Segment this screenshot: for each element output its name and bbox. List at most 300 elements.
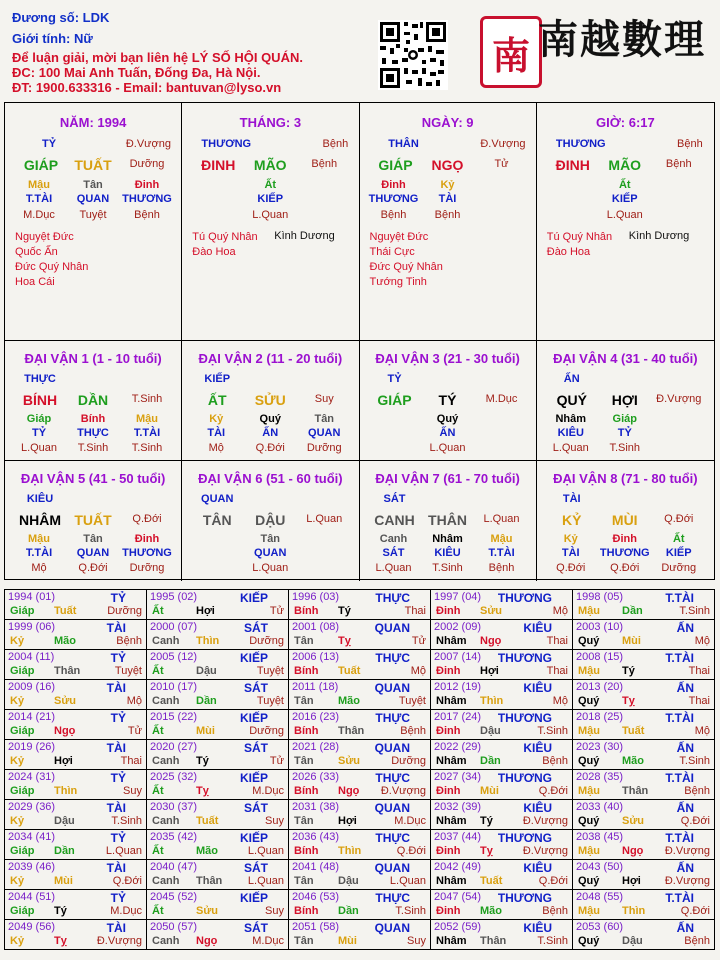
year-god: KIÊU <box>523 741 552 755</box>
year-state: Q.Đới <box>112 875 142 887</box>
year-stem: Tân <box>294 875 314 887</box>
dai-van-hidden-god: KIẾP <box>665 547 692 559</box>
year-cell-content <box>147 710 288 739</box>
dai-van-title: ĐẠI VẬN 6 (51 - 60 tuổi) <box>198 471 343 486</box>
owner-name: Đương số: LDK <box>12 10 110 25</box>
dai-van-stem: TÂN <box>202 512 232 528</box>
dai-van-title: ĐẠI VẬN 1 (1 - 10 tuổi) <box>24 351 162 366</box>
year-branch: Dần <box>622 605 643 617</box>
year-cell-content <box>431 830 572 859</box>
year-cell-content <box>573 770 714 799</box>
year-cell-content <box>5 890 146 919</box>
year-stem: Canh <box>152 635 180 647</box>
year-branch: Hợi <box>480 665 499 677</box>
dai-van-branch: MÙI <box>611 512 638 528</box>
year-branch: Hợi <box>196 605 215 617</box>
dai-van-cell <box>182 461 359 581</box>
dai-van-stem: ẤT <box>207 392 227 408</box>
year-state: Thai <box>120 755 142 767</box>
dai-van-title: ĐẠI VẬN 7 (61 - 70 tuổi) <box>375 471 520 486</box>
year-row <box>5 620 715 650</box>
dai-van-cell <box>537 461 714 581</box>
year-cell-content <box>5 860 146 889</box>
heavenly-stem: ĐINH <box>555 157 590 173</box>
year-stem: Nhâm <box>436 635 467 647</box>
gender: Giới tính: Nữ <box>12 31 93 46</box>
year-state: Mộ <box>552 695 568 707</box>
year-god: KIẾP <box>239 711 268 725</box>
year-cell-content <box>5 740 146 769</box>
star-item-secondary: Kình Dương <box>628 230 690 242</box>
year-stem: Ất <box>152 665 164 677</box>
dai-van-branch: HỢI <box>611 392 638 408</box>
year-branch: Sửu <box>338 755 361 767</box>
year-cell <box>431 830 573 860</box>
star-item-secondary: Kình Dương <box>274 230 335 242</box>
year-branch: Hợi <box>338 815 357 827</box>
star-item: Tướng Tinh <box>369 276 427 288</box>
dai-van-god: KIẾP <box>204 373 231 385</box>
year-branch: Mùi <box>480 785 499 797</box>
year-label: 2048 (55) <box>576 891 624 903</box>
year-state: Bệnh <box>684 935 710 947</box>
year-cell-content <box>573 740 714 769</box>
year-branch: Dậu <box>54 815 75 827</box>
year-cell-content <box>289 710 430 739</box>
dai-van-hidden-god: T.TÀI <box>133 427 161 439</box>
dai-van-state: M.Dục <box>485 393 518 405</box>
dai-van-hidden-stem: Quý <box>436 413 459 425</box>
year-label: 2010 (17) <box>150 681 198 693</box>
dai-van-state: Suy <box>314 393 334 405</box>
dai-van-branch: TUẤT <box>74 512 112 528</box>
year-stem: Canh <box>152 815 180 827</box>
year-branch: Dần <box>54 845 75 857</box>
pillar-title: THÁNG: 3 <box>239 115 302 130</box>
year-cell-content <box>431 650 572 679</box>
year-branch: Ngọ <box>196 935 218 947</box>
year-label: 2017 (24) <box>434 711 482 723</box>
year-cell <box>289 620 431 650</box>
year-row <box>5 830 715 860</box>
year-stem: Mậu <box>578 905 600 917</box>
year-stem: Tân <box>294 815 314 827</box>
year-god: KIẾP <box>239 771 268 785</box>
hidden-stem: Mậu <box>28 179 50 191</box>
dai-van-stem: CANH <box>374 512 415 528</box>
dai-van-cell <box>360 461 537 581</box>
dai-van-title: ĐẠI VẬN 8 (71 - 80 tuổi) <box>553 471 698 486</box>
pillar-day <box>360 103 537 341</box>
year-branch: Tuất <box>338 665 361 677</box>
dai-van-hidden-god: ẤN <box>439 427 456 439</box>
year-label: 2034 (41) <box>8 831 56 843</box>
dai-van-state: Đ.Vượng <box>656 393 702 405</box>
year-label: 2002 (09) <box>434 621 482 633</box>
year-cell-content <box>573 590 714 619</box>
year-branch: Dậu <box>196 665 217 677</box>
year-cell <box>147 800 289 830</box>
dai-van-cell <box>5 461 182 581</box>
qr-code-icon <box>378 20 448 90</box>
year-god: THƯƠNG <box>497 771 552 785</box>
dai-van-title: ĐẠI VẬN 3 (21 - 30 tuổi) <box>375 351 520 366</box>
year-stem: Quý <box>578 755 600 767</box>
dai-van-hidden-state: L.Quan <box>20 442 58 454</box>
year-god: THƯƠNG <box>497 891 552 905</box>
year-state: Đ.Vượng <box>522 845 568 857</box>
year-label: 2015 (22) <box>150 711 198 723</box>
year-stem: Giáp <box>10 845 35 857</box>
year-state: M.Dục <box>394 815 426 827</box>
year-cell <box>147 680 289 710</box>
year-label: 2033 (40) <box>576 801 624 813</box>
hidden-stem: Đinh <box>381 179 406 191</box>
hidden-stem-god: KIẾP <box>257 193 284 205</box>
year-row <box>5 650 715 680</box>
hidden-stem: Tân <box>83 179 103 191</box>
pillar-stem-state: Đ.Vượng <box>480 138 526 150</box>
year-cell <box>5 740 147 770</box>
branch-state: Bệnh <box>665 158 692 170</box>
dai-van-hidden-state: Bệnh <box>488 562 515 574</box>
year-god: KIẾP <box>239 891 268 905</box>
year-cell-content <box>5 770 146 799</box>
year-god: KIÊU <box>523 681 552 695</box>
hidden-stem-state: M.Dục <box>23 209 55 221</box>
year-stem: Đinh <box>436 725 461 737</box>
year-god: T.TÀI <box>665 831 694 845</box>
year-label: 2012 (19) <box>434 681 482 693</box>
year-label: 2003 (10) <box>576 621 624 633</box>
dai-van-god: THỰC <box>24 373 56 385</box>
year-branch: Mão <box>54 635 76 647</box>
dai-van-god: QUAN <box>201 493 234 505</box>
hidden-stem: Đinh <box>134 179 160 191</box>
year-stem: Giáp <box>10 905 35 917</box>
year-cell <box>289 590 431 620</box>
year-state: Suy <box>123 785 142 797</box>
year-label: 2021 (28) <box>292 741 340 753</box>
dai-van-hidden-god: TỶ <box>617 427 632 439</box>
pillar-hour <box>537 103 714 341</box>
year-stem: Canh <box>152 695 180 707</box>
dai-van-hidden-state: Q.Đới <box>610 562 640 574</box>
dai-van-hidden-state: L.Quan <box>429 442 466 454</box>
year-god: SÁT <box>244 801 268 815</box>
year-label: 2032 (39) <box>434 801 482 813</box>
stars-list <box>192 230 257 260</box>
year-stem: Ất <box>152 845 164 857</box>
year-branch: Dậu <box>622 935 643 947</box>
star-item: Tú Quý Nhân <box>546 231 613 243</box>
year-stem: Mậu <box>578 725 600 737</box>
year-label: 2022 (29) <box>434 741 482 753</box>
year-state: Q.Đới <box>680 905 710 917</box>
hidden-stem-god: TÀI <box>438 193 457 205</box>
year-cell-content <box>147 860 288 889</box>
year-branch: Dậu <box>480 725 501 737</box>
year-cell <box>431 680 573 710</box>
dai-van-hidden-stem: Nhâm <box>555 413 587 425</box>
dai-van-hidden-state: Dưỡng <box>306 442 342 454</box>
year-stem: Đinh <box>436 785 461 797</box>
dai-van-hidden-state: L.Quan <box>252 562 289 574</box>
year-branch: Dần <box>480 755 501 767</box>
earthly-branch: NGỌ <box>431 157 464 173</box>
year-branch: Thân <box>338 725 365 737</box>
year-state: L.Quan <box>389 875 426 887</box>
year-state: Tử <box>127 725 142 737</box>
hidden-stem-god: THƯƠNG <box>122 193 172 205</box>
year-branch: Tỵ <box>54 935 67 947</box>
year-cell-content <box>289 620 430 649</box>
year-stem: Ất <box>152 905 164 917</box>
year-god: TỶ <box>110 651 126 665</box>
dai-van-hidden-god: T.TÀI <box>488 547 515 559</box>
year-stem: Nhâm <box>436 875 467 887</box>
star-item: Quốc Ấn <box>15 246 58 258</box>
year-cell-content <box>289 830 430 859</box>
star-item: Đức Quý Nhân <box>369 261 443 273</box>
dai-van-hidden-state: Mộ <box>31 562 47 574</box>
dai-van-branch: DẬU <box>255 512 286 528</box>
year-god: KIÊU <box>523 861 552 875</box>
year-cell-content <box>289 770 430 799</box>
year-branch: Mão <box>480 905 502 917</box>
year-branch: Tuất <box>480 875 503 887</box>
dai-van-hidden-stem: Tân <box>260 533 281 545</box>
year-cell-content <box>289 590 430 619</box>
year-cell <box>289 890 431 920</box>
earthly-branch: MÃO <box>253 157 287 173</box>
year-label: 2014 (21) <box>8 711 56 723</box>
year-cell <box>289 830 431 860</box>
dai-van-hidden-state: T.Sinh <box>609 442 641 454</box>
hidden-stem-state: Tuyệt <box>79 209 107 221</box>
dai-van-hidden-god: THƯƠNG <box>122 547 172 559</box>
year-state: T.Sinh <box>537 935 568 947</box>
year-label: 2027 (34) <box>434 771 482 783</box>
dai-van-cell <box>537 341 714 461</box>
earthly-branch: TUẤT <box>74 157 112 173</box>
year-stem: Tân <box>294 755 314 767</box>
year-label: 1996 (03) <box>292 591 340 603</box>
dai-van-hidden-god: TÀI <box>561 547 580 559</box>
hidden-stem: Ất <box>618 179 631 191</box>
year-label: 2023 (30) <box>576 741 624 753</box>
year-state: Mộ <box>126 695 142 707</box>
year-state: Suy <box>407 935 426 947</box>
year-state: Dưỡng <box>249 635 284 647</box>
year-state: Đ.Vượng <box>522 815 568 827</box>
dai-van-hidden-god: THỰC <box>77 427 109 439</box>
pillar-grid <box>4 102 715 580</box>
year-state: Bệnh <box>542 755 568 767</box>
hidden-stem-god: T.TÀI <box>25 193 53 205</box>
branch-state: Tử <box>494 158 509 170</box>
year-cell-content <box>431 710 572 739</box>
star-item: Nguyệt Đức <box>369 231 429 243</box>
year-branch: Mão <box>622 755 644 767</box>
year-label: 2053 (60) <box>576 921 624 933</box>
year-branch: Ngọ <box>480 635 502 647</box>
year-branch: Tuất <box>54 605 77 617</box>
year-branch: Dậu <box>338 875 359 887</box>
dai-van-stem: KỶ <box>562 512 582 528</box>
year-cell <box>431 650 573 680</box>
pillar-stem-god: THƯƠNG <box>201 138 252 150</box>
year-stem: Ất <box>152 725 164 737</box>
year-god: THỰC <box>375 891 410 905</box>
dai-van-hidden-state: L.Quan <box>375 562 412 574</box>
year-label: 2045 (52) <box>150 891 198 903</box>
year-cell <box>573 650 715 680</box>
year-state: Bệnh <box>116 635 142 647</box>
dai-van-branch: THÂN <box>428 512 467 528</box>
year-label: 2030 (37) <box>150 801 198 813</box>
dai-van-hidden-state: Dưỡng <box>661 562 697 574</box>
year-label: 2037 (44) <box>434 831 482 843</box>
year-branch: Ngọ <box>622 845 644 857</box>
year-stem: Đinh <box>436 605 461 617</box>
year-god: TỶ <box>110 591 126 605</box>
year-cell <box>147 650 289 680</box>
year-row <box>5 920 715 950</box>
year-cell <box>431 920 573 950</box>
year-cell-content <box>5 710 146 739</box>
pillar-stem-state: Bệnh <box>677 138 703 150</box>
year-god: ẤN <box>676 621 694 635</box>
year-god: SÁT <box>244 921 268 935</box>
hidden-stem-god: KIẾP <box>611 193 638 205</box>
dai-van-cell <box>182 341 359 461</box>
year-state: Dưỡng <box>249 725 284 737</box>
year-state: Q.Đới <box>680 815 710 827</box>
year-cell-content <box>5 830 146 859</box>
year-god: THỰC <box>375 771 410 785</box>
dai-van-hidden-stem: Mậu <box>28 533 50 545</box>
year-state: Tử <box>269 605 284 617</box>
year-branch: Sửu <box>480 605 503 617</box>
year-state: Mộ <box>552 605 568 617</box>
year-cell-content <box>289 920 430 949</box>
year-state: Suy <box>265 815 284 827</box>
hidden-stem-state: Bệnh <box>434 209 461 221</box>
year-state: Thai <box>546 665 568 677</box>
star-item: Đức Quý Nhân <box>15 261 89 273</box>
year-god: T.TÀI <box>665 771 694 785</box>
contact-address: ĐC: 100 Mai Anh Tuấn, Đống Đa, Hà Nội. <box>12 65 261 80</box>
year-state: T.Sinh <box>679 755 710 767</box>
contact-invite: Để luận giải, mời bạn liên hệ LÝ SỐ HỘI QUÁN. <box>12 50 303 65</box>
year-cell <box>573 620 715 650</box>
star-item: Hoa Cái <box>15 276 55 288</box>
year-label: 2047 (54) <box>434 891 482 903</box>
year-god: KIÊU <box>523 801 552 815</box>
year-state: M.Dục <box>252 785 284 797</box>
hidden-stem-god: QUAN <box>76 193 110 205</box>
year-row <box>5 710 715 740</box>
hidden-stem-god: THƯƠNG <box>368 193 419 205</box>
dai-van-hidden-stem: Mậu <box>136 413 158 425</box>
year-cell-content <box>573 890 714 919</box>
year-stem: Nhâm <box>436 935 467 947</box>
dai-van-hidden-state: T.Sinh <box>131 442 163 454</box>
year-cell-content <box>573 710 714 739</box>
year-god: TỶ <box>110 711 126 725</box>
year-label: 2006 (13) <box>292 651 340 663</box>
year-cell-content <box>5 920 146 949</box>
year-cell <box>5 590 147 620</box>
year-branch: Mùi <box>622 635 641 647</box>
year-stem: Mậu <box>578 665 600 677</box>
year-god: THỰC <box>375 831 410 845</box>
year-label: 2043 (50) <box>576 861 624 873</box>
year-branch: Thân <box>54 665 81 677</box>
year-cell-content <box>5 680 146 709</box>
year-stem: Kỷ <box>10 695 25 707</box>
year-stem: Bính <box>294 845 319 857</box>
year-label: 2035 (42) <box>150 831 198 843</box>
year-stem: Quý <box>578 935 600 947</box>
brand-calligraphy: 南越數理 <box>538 16 706 63</box>
year-cell <box>147 920 289 950</box>
year-god: QUAN <box>374 801 410 815</box>
year-state: Đ.Vượng <box>664 845 710 857</box>
dai-van-hidden-state: L.Quan <box>552 442 589 454</box>
year-branch: Tuất <box>622 725 645 737</box>
year-cell-content <box>431 860 572 889</box>
year-cell <box>289 650 431 680</box>
year-stem: Giáp <box>10 665 35 677</box>
dai-van-hidden-stem: Tân <box>314 413 335 425</box>
stars-list <box>547 230 612 260</box>
year-cell-content <box>573 620 714 649</box>
year-cell-content <box>289 650 430 679</box>
year-label: 2005 (12) <box>150 651 198 663</box>
year-state: M.Dục <box>110 905 142 917</box>
year-branch: Ngọ <box>338 785 360 797</box>
year-label: 1995 (02) <box>150 591 198 603</box>
year-god: KIÊU <box>523 621 552 635</box>
year-god: KIẾP <box>239 831 268 845</box>
year-state: Q.Đới <box>396 845 426 857</box>
dai-van-hidden-state: Q.Đới <box>556 562 586 574</box>
year-stem: Kỷ <box>10 815 25 827</box>
dai-van-state: T.Sinh <box>131 393 163 405</box>
year-branch: Thìn <box>480 695 504 707</box>
year-cell-content <box>573 680 714 709</box>
dai-van-god: KIÊU <box>26 493 54 505</box>
year-god: TÀI <box>106 741 126 755</box>
year-god: SÁT <box>244 621 268 635</box>
year-cell <box>5 620 147 650</box>
year-state: Thai <box>546 635 568 647</box>
yearly-table <box>4 589 715 950</box>
year-god: TÀI <box>106 861 126 875</box>
year-cell-content <box>573 830 714 859</box>
year-cell <box>573 710 715 740</box>
year-cell <box>573 830 715 860</box>
year-cell-content <box>431 740 572 769</box>
year-cell-content <box>5 590 146 619</box>
year-label: 1994 (01) <box>8 591 56 603</box>
year-label: 2042 (49) <box>434 861 482 873</box>
year-label: 2011 (18) <box>292 681 339 693</box>
stars-list <box>15 230 88 290</box>
year-stem: Đinh <box>436 665 461 677</box>
